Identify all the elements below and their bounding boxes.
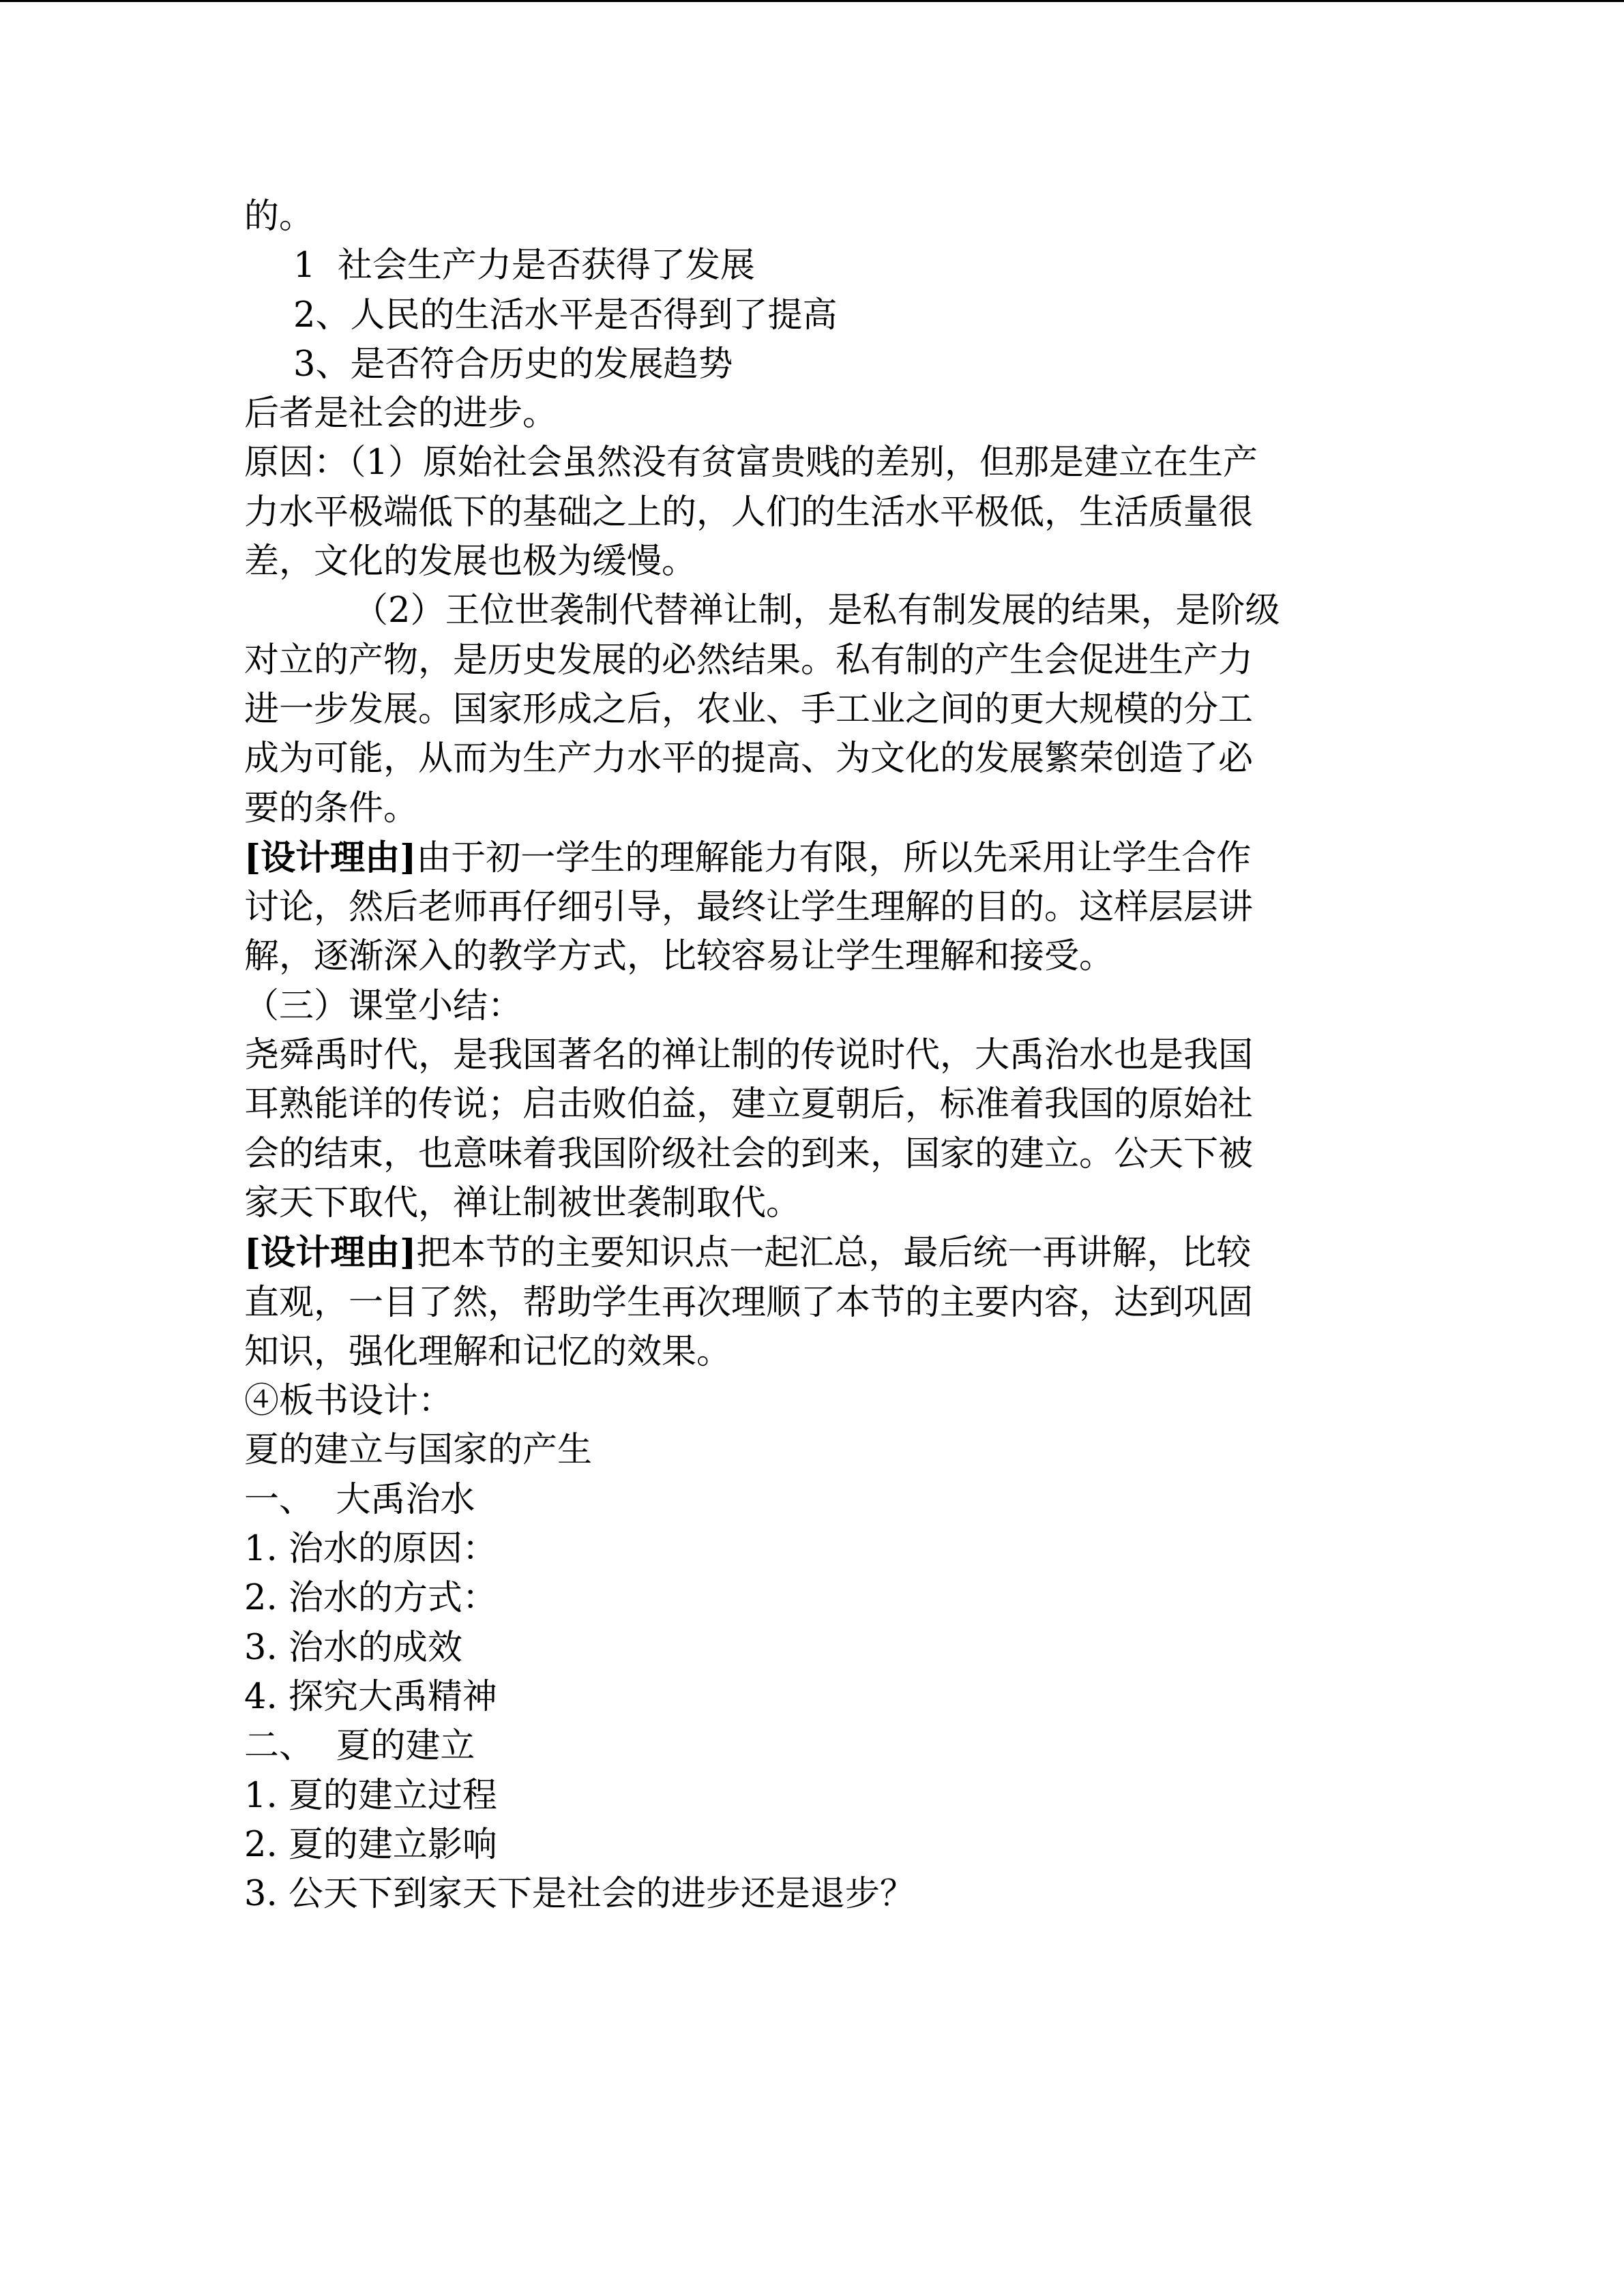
criterion-item: 2、人民的生活水平是否得到了提高 — [293, 295, 838, 336]
design-rationale-line — [244, 833, 1390, 883]
criterion-item: 3、是否符合历史的发展趋势 — [293, 344, 733, 385]
document-body — [244, 192, 1390, 1919]
text-line: 的。 — [244, 196, 314, 237]
reason-line: 对立的产物，是历史发展的必然结果。私有制的产生会促进生产力 — [244, 640, 1254, 681]
reason-line: 原因：（1）原始社会虽然没有贫富贵贱的差别，但那是建立在生产 — [244, 443, 1258, 483]
conclusion-line: 后者是社会的进步。 — [244, 393, 558, 434]
design-rationale-text: 把本节的主要知识点一起汇总，最后统一再讲解，比较 — [416, 1233, 1252, 1274]
board-heading: 二、 夏的建立 — [244, 1726, 475, 1767]
design-rationale-label: [设计理由] — [244, 837, 417, 878]
board-item: 1. 夏的建立过程 — [244, 1775, 497, 1816]
summary-line: 家天下取代，禅让制被世袭制取代。 — [244, 1182, 801, 1223]
board-item: 2. 夏的建立影响 — [244, 1824, 497, 1865]
summary-line: 耳熟能详的传说；启击败伯益，建立夏朝后，标准着我国的原始社 — [244, 1084, 1254, 1125]
summary-line: 尧舜禹时代，是我国著名的禅让制的传说时代，大禹治水也是我国 — [244, 1035, 1254, 1076]
text-line: 直观，一目了然，帮助学生再次理顺了本节的主要内容，达到巩固 — [244, 1282, 1254, 1323]
section-heading: ④板书设计： — [244, 1381, 454, 1422]
reason-line: 成为可能，从而为生产力水平的提高、为文化的发展繁荣创造了必 — [244, 739, 1254, 779]
criterion-item: 1 社会生产力是否获得了发展 — [293, 245, 755, 286]
text-line: 解，逐渐深入的教学方式，比较容易让学生理解和接受。 — [244, 936, 1114, 977]
board-item: 1. 治水的原因： — [244, 1529, 497, 1570]
summary-line: 会的结束，也意味着我国阶级社会的到来，国家的建立。公天下被 — [244, 1133, 1254, 1174]
board-item: 3. 治水的成效 — [244, 1627, 462, 1668]
text-line: 讨论，然后老师再仔细引导，最终让学生理解的目的。这样层层讲 — [244, 887, 1254, 928]
reason-line: 力水平极端低下的基础之上的，人们的生活水平极低，生活质量很 — [244, 492, 1254, 533]
reason-line: 进一步发展。国家形成之后，农业、手工业之间的更大规模的分工 — [244, 689, 1254, 730]
reason-line: （2）王位世袭制代替禅让制，是私有制发展的结果，是阶级 — [353, 591, 1280, 631]
board-item: 4. 探究大禹精神 — [244, 1676, 497, 1717]
board-item: 2. 治水的方式： — [244, 1578, 497, 1619]
text-line: 知识，强化理解和记忆的效果。 — [244, 1331, 732, 1372]
reason-line: 要的条件。 — [244, 788, 419, 829]
design-rationale-line — [244, 1228, 1390, 1278]
board-title: 夏的建立与国家的产生 — [244, 1430, 593, 1471]
top-border-line — [0, 0, 1624, 2]
design-rationale-label: [设计理由] — [244, 1232, 417, 1274]
reason-line: 差，文化的发展也极为缓慢。 — [244, 541, 697, 582]
board-item: 3. 公天下到家天下是社会的进步还是退步？ — [244, 1874, 915, 1915]
design-rationale-text: 由于初一学生的理解能力有限，所以先采用让学生合作 — [416, 837, 1252, 878]
section-heading: （三）课堂小结： — [244, 985, 523, 1026]
board-heading: 一、 大禹治水 — [244, 1479, 475, 1520]
